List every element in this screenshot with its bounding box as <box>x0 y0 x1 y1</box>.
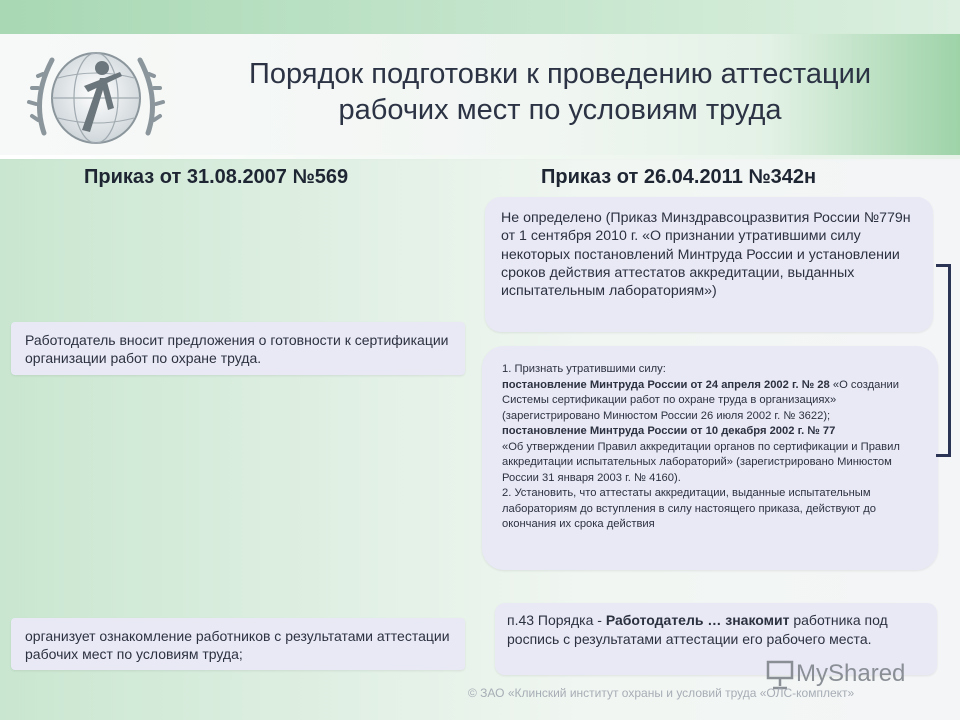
repealed-paragraph-1 <box>502 378 926 425</box>
left-column-heading: Приказ от 31.08.2007 №569 <box>84 166 349 188</box>
repealed-acts-box <box>482 346 938 570</box>
employer-proposals-box: Работодатель вносит предложения о готовности к сертификации организации работ по охране труда. <box>11 322 465 375</box>
watermark-text: MyShared <box>796 660 906 687</box>
top-band <box>0 0 960 34</box>
globe-emblem-icon <box>24 38 174 154</box>
repealed-line-1: 1. Признать утратившими силу: <box>502 363 666 375</box>
header-strip <box>0 155 960 159</box>
repealed-act-28-desc: «О создании Системы сертификации работ по охране труда в организациях» (зарегистрировано Минюстом России 26 июля 2002 г. № 3622); <box>502 378 900 422</box>
copyright-footer: © ЗАО «Клинский институт охраны и условий труда «ОЛС-комплект» <box>468 686 855 700</box>
p43-rest: работника под роспись с результатами аттестации его рабочего места. <box>507 612 888 647</box>
p43-bold: Работодатель … знакомит <box>605 612 790 628</box>
familiarization-box: организует ознакомление работников с результатами аттестации рабочих мест по условиям труда; <box>11 618 465 670</box>
repealed-line-4: 2. Установить, что аттестаты аккредитации, выданные испытательным лабораториям до вступления в силу настоящего приказа, действуют до окончания их срока действия <box>502 487 876 530</box>
right-column-heading: Приказ от 26.04.2011 №342н <box>541 166 817 188</box>
title-line-1: Порядок подготовки к проведению аттестации <box>248 58 872 90</box>
p43-prefix: п.43 Порядка - <box>507 612 606 628</box>
not-defined-box: Не определено (Приказ Минздравсоцразвития России №779н от 1 сентября 2010 г. «О признании утратившими силу некоторых постановлений Минтруда России и установлении сроков действия аттестатов аккредитации, выданных испытательным лабораториям») <box>485 197 933 332</box>
presentation-screen-icon <box>768 662 792 688</box>
title-line-2: рабочих мест по условиям труда <box>338 94 782 126</box>
right-bracket <box>936 264 951 457</box>
repealed-act-77: постановление Минтруда России от 10 декабря 2002 г. № 77 <box>502 425 836 437</box>
page-title <box>180 56 940 128</box>
repealed-act-77-desc: «Об утверждении Правил аккредитации органов по сертификации и Правил аккредитации испытательных лабораторий» (зарегистрировано Минюстом России 31 января 2003 г. № 4160). <box>502 440 900 484</box>
repealed-paragraph-2 <box>502 424 926 486</box>
repealed-act-28: постановление Минтруда России от 24 апреля 2002 г. № 28 <box>502 378 833 391</box>
